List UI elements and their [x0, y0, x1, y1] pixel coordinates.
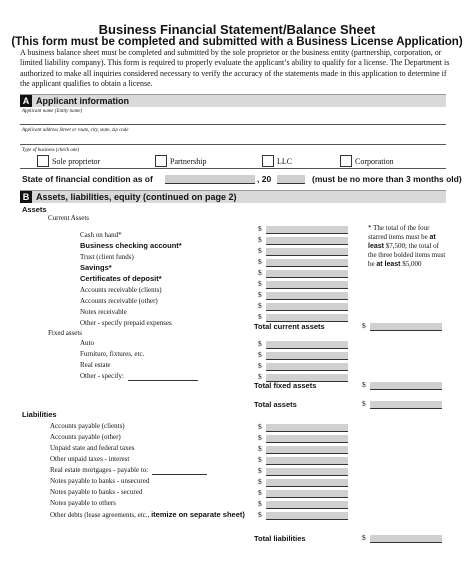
section-a-header	[20, 94, 446, 107]
document-title: Business Financial Statement/Balance Sheet	[98, 22, 376, 37]
current-asset-label: Cash on hand	[80, 231, 119, 239]
dollar-sign: $	[258, 361, 262, 370]
current-asset-label: Certificates of deposit	[80, 274, 159, 283]
section-b-title: Assets, liabilities, equity (continued on page 2)	[36, 192, 237, 202]
amount-field[interactable]	[266, 314, 348, 322]
checkbox-partnership[interactable]	[155, 155, 167, 167]
total-fixed-assets-label: Total fixed assets	[254, 381, 317, 390]
current-asset-label: Trust (client funds)	[80, 253, 134, 261]
dollar-sign: $	[362, 321, 366, 330]
dollar-sign: $	[362, 399, 366, 408]
amount-field[interactable]	[266, 512, 348, 520]
liability-label: Notes payable to banks - secured	[50, 488, 143, 496]
liability-label: Notes payable to banks - unsecured	[50, 477, 150, 485]
dollar-sign: $	[258, 268, 262, 277]
fixed-assets-heading: Fixed assets	[48, 329, 83, 337]
total-fixed-assets-field[interactable]	[370, 382, 442, 390]
current-asset-label: Accounts receivable (clients)	[80, 286, 162, 294]
total-liabilities-label: Total liabilities	[254, 534, 306, 543]
label-llc: LLC	[277, 157, 293, 166]
current-asset-row: Business checking account*	[80, 241, 182, 250]
current-assets-heading: Current Assets	[48, 214, 90, 222]
fixed-asset-label: Other - specify:	[80, 372, 124, 380]
amount-field[interactable]	[266, 341, 348, 349]
liability-label: Accounts payable (clients)	[50, 422, 125, 430]
section-b-letter: B	[20, 191, 32, 203]
starred-items-note: * The total of the four starred items must be at least $7,500; the total of the three bolded items must be at least $5,000	[368, 224, 446, 268]
total-current-assets-label: Total current assets	[254, 322, 325, 331]
section-a-letter: A	[20, 95, 32, 107]
dollar-sign: $	[258, 279, 262, 288]
amount-field[interactable]	[266, 468, 348, 476]
dollar-sign: $	[258, 301, 262, 310]
dollar-sign: $	[258, 466, 262, 475]
dollar-sign: $	[258, 422, 262, 431]
dollar-sign: $	[258, 257, 262, 266]
amount-field[interactable]	[266, 248, 348, 256]
other-fixed-asset-specify-field[interactable]	[128, 380, 198, 381]
dollar-sign: $	[258, 246, 262, 255]
financial-condition-date-field[interactable]	[165, 175, 255, 184]
label-sole-proprietor: Sole proprietor	[52, 157, 101, 166]
label-partnership: Partnership	[170, 157, 207, 166]
dollar-sign: $	[258, 488, 262, 497]
applicant-address-label: Applicant address Street or route, city, state, zip code	[22, 128, 129, 133]
current-asset-row	[80, 312, 172, 330]
dollar-sign: $	[258, 433, 262, 442]
dollar-sign: $	[258, 477, 262, 486]
financial-condition-year-field[interactable]	[277, 175, 305, 184]
checkbox-corporation[interactable]	[340, 155, 352, 167]
applicant-address-field[interactable]	[20, 144, 446, 145]
dollar-sign: $	[258, 290, 262, 299]
dollar-sign: $	[258, 372, 262, 381]
amount-field[interactable]	[266, 424, 348, 432]
current-asset-row: Cash on hand*	[80, 231, 122, 239]
current-asset-label: Other - specify prepaid expenses	[80, 319, 172, 327]
amount-field[interactable]	[266, 501, 348, 509]
amount-field[interactable]	[266, 446, 348, 454]
dollar-sign: $	[258, 339, 262, 348]
mortgage-payee-field[interactable]	[152, 474, 207, 475]
dollar-sign: $	[258, 350, 262, 359]
financial-condition-separator: , 20	[257, 174, 272, 184]
document-subtitle: (This form must be completed and submitted with a Business License Application)	[11, 36, 463, 48]
amount-field[interactable]	[266, 303, 348, 311]
fixed-asset-label: Auto	[80, 339, 94, 347]
total-current-assets-field[interactable]	[370, 323, 442, 331]
liability-label: Accounts payable (other)	[50, 433, 121, 441]
current-asset-label: Accounts receivable (other)	[80, 297, 158, 305]
dollar-sign: $	[258, 224, 262, 233]
current-asset-row: Savings*	[80, 263, 112, 272]
dollar-sign: $	[258, 455, 262, 464]
current-asset-label: Notes receivable	[80, 308, 127, 316]
liability-label: Other unpaid taxes - interest	[50, 455, 130, 463]
liability-label: Real estate mortgages - payable to:	[50, 466, 149, 474]
amount-field[interactable]	[266, 435, 348, 443]
total-liabilities-field[interactable]	[370, 535, 442, 543]
section-b-header	[20, 190, 446, 203]
dollar-sign: $	[362, 380, 366, 389]
fixed-asset-label: Real estate	[80, 361, 111, 369]
amount-field[interactable]	[266, 292, 348, 300]
dollar-sign: $	[258, 312, 262, 321]
amount-field[interactable]	[266, 490, 348, 498]
fixed-asset-label: Furniture, fixtures, etc.	[80, 350, 145, 358]
dollar-sign: $	[258, 444, 262, 453]
amount-field[interactable]	[266, 363, 348, 371]
business-type-label: Type of business (check one)	[22, 148, 80, 153]
assets-heading: Assets	[22, 205, 47, 214]
amount-field[interactable]	[266, 259, 348, 267]
amount-field[interactable]	[266, 237, 348, 245]
dollar-sign: $	[258, 499, 262, 508]
current-asset-label: Savings	[80, 263, 109, 272]
current-asset-row: Certificates of deposit*	[80, 274, 162, 283]
amount-field[interactable]	[266, 352, 348, 360]
financial-condition-label: State of financial condition as of	[22, 174, 153, 184]
total-assets-field[interactable]	[370, 401, 442, 409]
section-a-title: Applicant information	[36, 96, 129, 106]
amount-field[interactable]	[266, 457, 348, 465]
checkbox-llc[interactable]	[262, 155, 274, 167]
total-assets-label: Total assets	[254, 400, 297, 409]
other-debts-label: Other debts (lease agreements, etc., itemize on separate sheet)	[50, 510, 245, 519]
amount-field[interactable]	[266, 226, 348, 234]
liability-label: Notes payable to others	[50, 499, 116, 507]
amount-field[interactable]	[266, 270, 348, 278]
applicant-name-label: Applicant name (Entity name)	[22, 109, 83, 114]
dollar-sign: $	[258, 510, 262, 519]
current-asset-label: Business checking account	[80, 241, 179, 250]
amount-field[interactable]	[266, 281, 348, 289]
divider	[20, 168, 446, 169]
intro-paragraph: A business balance sheet must be completed and submitted by the sole proprietor or the business entity (partnership, corporation, or limited liability company). This form is required to properly evaluate the applicant’s ability to qualify for a license. The Department is authorized to make all inquiries considered necessary to verify the accuracy of the statements made in this application to determine if the applicant qualifies to obtain a license.	[20, 48, 450, 89]
applicant-name-field[interactable]	[20, 124, 446, 125]
amount-field[interactable]	[266, 479, 348, 487]
dollar-sign: $	[258, 235, 262, 244]
liabilities-heading: Liabilities	[22, 410, 57, 419]
label-corporation: Corporation	[355, 157, 394, 166]
liability-label: Unpaid state and federal taxes	[50, 444, 135, 452]
financial-condition-note: (must be no more than 3 months old)	[312, 174, 462, 184]
checkbox-sole-proprietor[interactable]	[37, 155, 49, 167]
dollar-sign: $	[362, 533, 366, 542]
